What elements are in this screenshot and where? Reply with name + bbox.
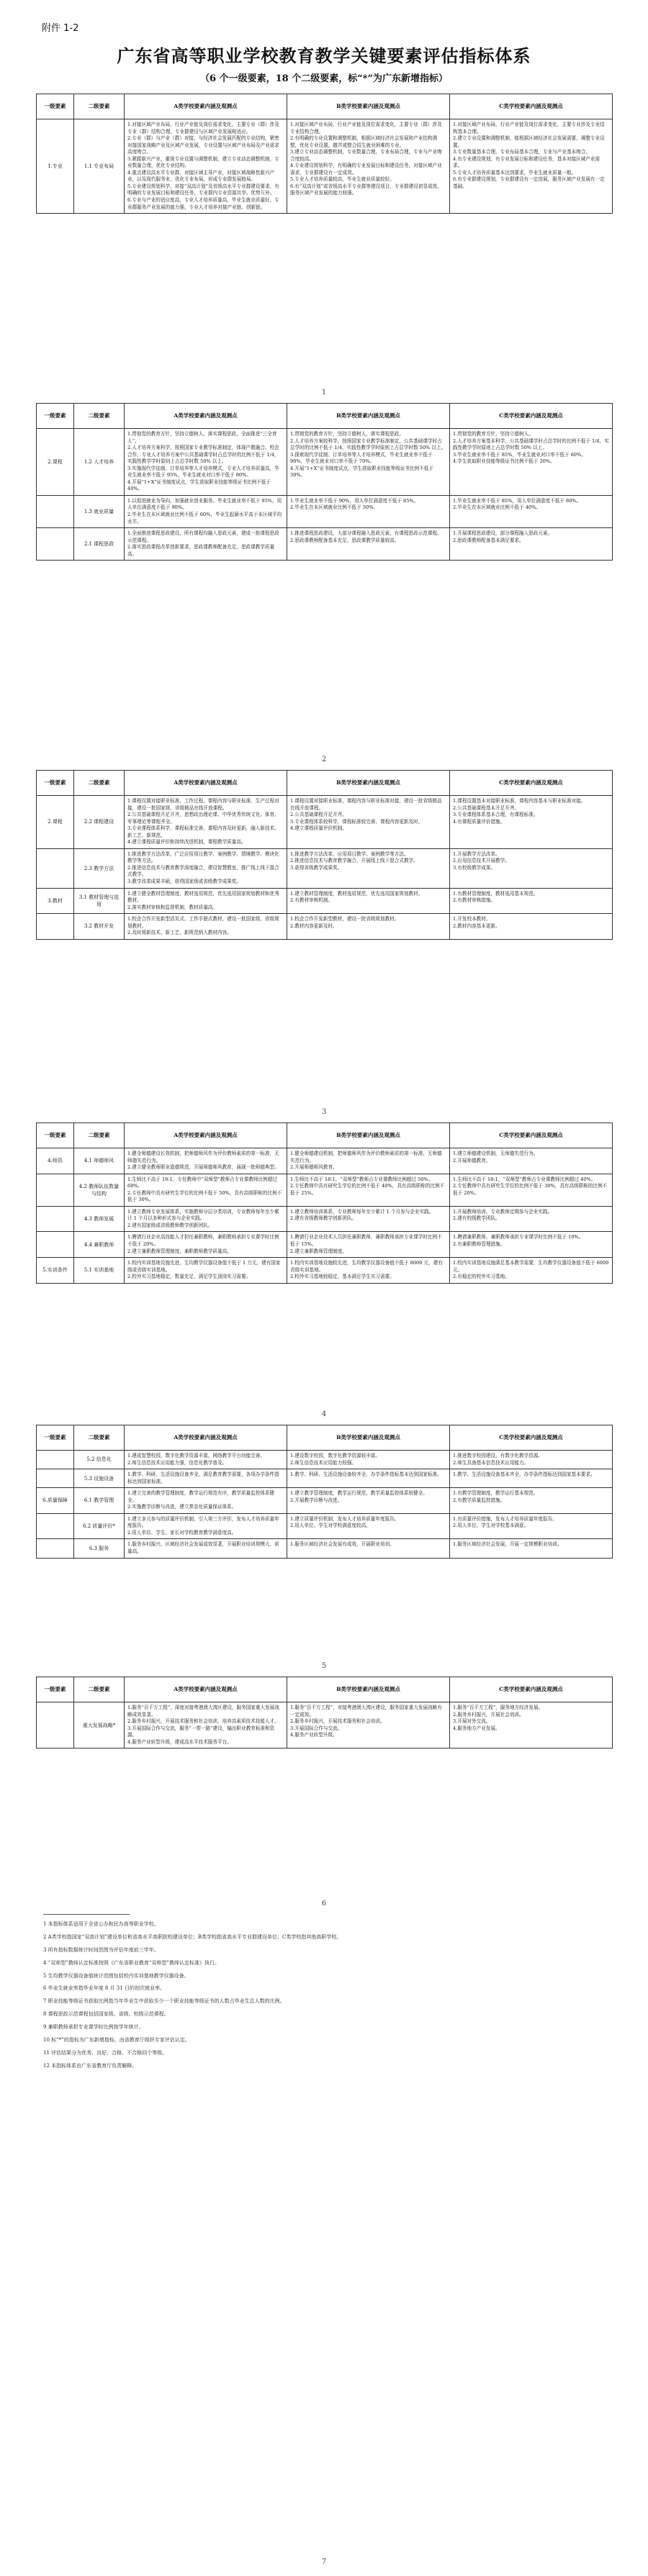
footnote: 10 标“*”的指标为广东新增指标，由省教育厅组织专家评估认定。 — [43, 2037, 190, 2044]
criteria-c: 1.开发校本教材。 2.教材内容基本更新。 — [450, 914, 613, 940]
level2-element: 1.2 人才培养 — [74, 429, 125, 496]
criteria-a: 1.建立完善的教学管理制度，教学运行规范有序，教学质量监控体系健全。 2.实施教学诊断与改进，建立常态化质量保证体系。 — [125, 1488, 287, 1514]
criteria-c: 1.毕业生就业率不低于 85%，用人单位满意度不低于 80%。 2.毕业生在本区域就业比例不低于 40%。 — [450, 495, 613, 527]
table-header-row — [37, 1677, 613, 1702]
header-c: C类学校要素内涵及观测点 — [450, 1425, 613, 1451]
header-b: B类学校要素内涵及观测点 — [287, 1677, 450, 1702]
level2-element: 1.3 就业质量 — [74, 495, 125, 527]
criteria-c: 1.校内实训基地设施满足基本教学需要，生均教学仪器设备值不低于 6000 元。 2.有稳定的校外实习基地。 — [450, 1258, 613, 1284]
footnote: 5 生均教学仪器设备值统计范围包括校内实训基地教学仪器设备。 — [43, 1972, 189, 1979]
criteria-b: 1.校内实训基地设施较先进，生均教学仪器设备值不低于 8000 元，建有省级实训基地。 2.校外实习基地较稳定，基本满足学生实习需要。 — [287, 1258, 450, 1284]
table-page-6 — [36, 1677, 612, 1749]
header-b: B类学校要素内涵及观测点 — [287, 771, 450, 796]
header-l2: 二级要素 — [74, 94, 125, 119]
level2-element: 2.2 课程建设 — [74, 796, 125, 849]
criteria-b: 1.对接区域产业布局，行业产业链及岗位需求变化，主要专业（群）涉及专业结构合理。 2.有明确的专业设置和调整机制，根据区域经济社会发展和产业结构调整，优化专业设置，撤并或整合招生就业困难的专业。 3.建立专业动态调整机制，专业数量合理，专业布局合理，专业与产业吻合度较高。 4.专业建设规划科学，有明确的专业发展目标和建设任务，对接区域产业需求，专业群建设有一定成效。 5.专业人才培养质量较高，毕业生就业质量较好。 6.有“双高计划”或省级高水平专业群等建设项目，专业群建设初显成效，服务区域产业发展的能力较强。 — [287, 119, 450, 214]
criteria-a: 1.贯彻党的教育方针，坚持立德树人，落实课程思政，全面推进“三全育人”。 2.人才培养方案科学，按照国家专业教学标准制定，体现产教融合、校企合作，专业人才培养方案中公共基础课学时占总学时的比例不低于 1/4，实践性教学学时原则上占总学时数 50% 以上。 3.实施现代学徒制、订单培养等人才培养模式，专业人才培养质量高，毕业生就业率不低于 95%，毕业生就业对口率不低于 80%。 4.开展“1+X”证书制度试点，学生获取职业技能等级证书比例不低于 40%。 — [125, 429, 287, 496]
table-row — [37, 796, 613, 849]
level1-element: 2.课程 — [37, 796, 74, 849]
level1-element — [37, 1451, 74, 1469]
criteria-b: 1.建立教师培训体系，专业教师每年至少累计 1 个月参与企业实践。 2.建有省级教师教学创新团队。 — [287, 1206, 450, 1232]
criteria-b: 1.贯彻党的教育方针，坚持立德树人，落实课程思政。 2.人才培养方案较科学，按照国家专业教学标准制定，公共基础课学时占总学时的比例不低于 1/4，实践性教学学时原则上占总学时数 50% 以上。 3.探索现代学徒制、订单培养等人才培养模式，毕业生就业率不低于 90%，毕业生就业对口率不低于 70%。 4.开展“1+X”证书制度试点，学生获取职业技能等级证书比例不低于 30%。 — [287, 429, 450, 496]
criteria-c: 1.贯彻党的教育方针，坚持立德树人。 2.人才培养方案基本科学，公共基础课学时占总学时的比例不低于 1/4，实践性教学学时原则上占总学时数 50% 以上。 3.毕业生就业率不低于 85%，毕业生就业对口率不低于 60%。 4.学生获取职业技能等级证书比例不低于 20%。 — [450, 429, 613, 496]
header-l1: 一级要素 — [37, 94, 74, 119]
criteria-a: 1.生师比不高于 18:1，专任教师中“双师型”教师占专业课教师比例超过 60%。 2.专任教师中具有研究生学位的比例不低于 50%，具有高级职称的比例不低于 30%。 — [125, 1174, 287, 1206]
criteria-a: 1.以促进就业为导向，加强就业创业服务。毕业生就业率不低于 95%，用人单位满意度不低于 90%。 2.毕业生在本区域就业比例不低于 60%，毕业生起薪水平高于本区域平均水平。 — [125, 495, 287, 527]
page-number: 7 — [321, 2558, 327, 2566]
criteria-c: 1.有教学管理制度，教学运行基本规范。 2.有教学质量监控措施。 — [450, 1488, 613, 1514]
table-row — [37, 1206, 613, 1232]
criteria-c: 1.开展课程思政建设，部分课程融入思政元素。 2.思政课教师配备基本满足要求。 — [450, 528, 613, 561]
header-b: B类学校要素内涵及观测点 — [287, 1123, 450, 1148]
page-number: 1 — [321, 389, 327, 396]
table-row — [37, 1702, 613, 1749]
criteria-c: 1.有质量评价措施，发布人才培养质量年度报告。 2.用人单位、学生对学校基本满意。 — [450, 1513, 613, 1539]
level2-element: 重大发展战略* — [74, 1702, 125, 1749]
attachment-label: 附件 1-2 — [42, 23, 79, 34]
level2-element: 4.3 教师发展 — [74, 1206, 125, 1232]
level2-element: 6.1 教学管理 — [74, 1488, 125, 1514]
header-l1: 一级要素 — [37, 771, 74, 796]
header-c: C类学校要素内涵及观测点 — [450, 1123, 613, 1148]
level1-element — [37, 1206, 74, 1232]
criteria-c: 1.聘请兼职教师，兼职教师承担专业课学时比例不低于 10%。 2.有兼职教师管理措施。 — [450, 1232, 613, 1258]
header-l1: 一级要素 — [37, 1677, 74, 1702]
criteria-c: 1.课程设置基本对接职业标准，课程内容基本与职业标准对接。 2.公共基础课程基本开足开齐。 3.专业课程体系基本合理，有课程标准。 4.有课程质量评价措施。 — [450, 796, 613, 849]
table-row — [37, 1148, 613, 1174]
level2-element: 3.1 教材管理与选用 — [74, 888, 125, 914]
footnote: 1 本指标体系适用于全省公办和民办高等职业学校。 — [43, 1921, 159, 1927]
standards-table — [36, 1123, 613, 1284]
level1-element — [37, 495, 74, 527]
criteria-a: 1.服务乡村振兴、区域经济社会发展成效显著，开展职业培训规模大、质量高。 — [125, 1539, 287, 1558]
level1-element: 3.教材 — [37, 888, 74, 914]
footnote: 3 所有指标数据统计时间范围为评估年度前三学年。 — [43, 1946, 159, 1953]
header-a: A类学校要素内涵及观测点 — [125, 404, 287, 429]
table-row — [37, 1513, 613, 1539]
footnote: 9 兼职教师承担专业课学时比例按学年统计。 — [43, 2024, 144, 2031]
table-row — [37, 888, 613, 914]
criteria-b: 1.校企合作开发新型教材，建设一批省级规划教材。 2.教材内容更新及时。 — [287, 914, 450, 940]
table-page-1 — [36, 94, 612, 214]
criteria-c: 1.有教材管理制度，教材选用基本规范。 2.有教材审核措施。 — [450, 888, 613, 914]
header-l2: 二级要素 — [74, 771, 125, 796]
footnote: 8 课程思政示范课程包括国家级、省级、校级示范课程。 — [43, 2011, 169, 2018]
table-row — [37, 528, 613, 561]
level1-element: 2.课程 — [37, 429, 74, 496]
table-page-3 — [36, 770, 612, 940]
level2-element: 2.1 课程思政 — [74, 528, 125, 561]
level1-element — [37, 1513, 74, 1539]
header-l2: 二级要素 — [74, 1677, 125, 1702]
header-c: C类学校要素内涵及观测点 — [450, 771, 613, 796]
criteria-c: 1.开展教师培训，专业教师定期参与企业实践。 2.建有校级教学团队。 — [450, 1206, 613, 1232]
page-number: 2 — [321, 756, 327, 763]
header-l1: 一级要素 — [37, 1123, 74, 1148]
table-row — [37, 1539, 613, 1558]
level2-element: 5.3 设施设备 — [74, 1469, 125, 1488]
level2-element: 4.1 师德师风 — [74, 1148, 125, 1174]
footnote-rule — [43, 1914, 130, 1915]
level1-element — [37, 1469, 74, 1488]
standards-table — [36, 94, 613, 214]
criteria-c: 1.生师比不高于 18:1，“双师型”教师占专业课教师比例超过 40%。 2.专任教师中具有研究生学位的比例不低于 30%，具有高级职称的比例不低于 20%。 — [450, 1174, 613, 1206]
standards-table — [36, 770, 613, 940]
document-title: 广东省高等职业学校教育教学关键要素评估指标体系 — [117, 45, 531, 66]
page-number: 5 — [321, 1662, 327, 1670]
level1-element — [37, 848, 74, 888]
footnote: 4 “双师型”教师认定标准按照《广东省职业教育“双师型”教师认定标准》执行。 — [43, 1959, 220, 1966]
table-row — [37, 1174, 613, 1206]
criteria-b: 1.服务区域经济社会发展有成效，开展职业培训。 — [287, 1539, 450, 1558]
criteria-c: 1.服务“百千万工程”，服务地方经济发展。 2.服务乡村振兴，开展社会培训。 3.开展对外交流。 4.服务地方产业发展。 — [450, 1702, 613, 1749]
criteria-a: 1.全面推进课程思政建设，所有课程均融入思政元素，建成一批课程思政示范课程。 2.落实思政课程改革创新要求，思政课教师配备充足，思政课教学质量高。 — [125, 528, 287, 561]
page-number: 4 — [321, 1410, 327, 1418]
level1-element — [37, 1539, 74, 1558]
level2-element: 3.2 教材开发 — [74, 914, 125, 940]
header-a: A类学校要素内涵及观测点 — [125, 94, 287, 119]
level1-element — [37, 1232, 74, 1258]
header-c: C类学校要素内涵及观测点 — [450, 1677, 613, 1702]
criteria-a: 1.校内实训基地设施先进，生均教学仪器设备值不低于 1 万元，建有国家级或省级实训基地。 2.校外实习基地稳定，数量充足，满足学生顶岗实习需要。 — [125, 1258, 287, 1284]
criteria-b: 1.推进教学方法改革，应用项目教学、案例教学等方法。 2.推进信息技术与教育教学融合，开展线上线下混合式教学。 3.获得省级教学成果奖。 — [287, 848, 450, 888]
level1-element — [37, 1702, 74, 1749]
criteria-c: 1.教学、生活设施设备基本齐全，办学条件指标达到国家基本要求。 — [450, 1469, 613, 1488]
header-l1: 一级要素 — [37, 404, 74, 429]
level1-element: 1.专业 — [37, 119, 74, 214]
criteria-b: 1.建立质量评价机制，发布人才培养质量年度报告。 2.用人单位、学生对学校满意度较高。 — [287, 1513, 450, 1539]
criteria-b: 1.推进课程思政建设，大部分课程融入思政元素，有课程思政示范课程。 2.思政课教师配备基本充足，思政课教学质量较高。 — [287, 528, 450, 561]
criteria-b: 1.课程设置对接职业标准，课程内容与职业标准对接，建设一批省级精品在线开放课程。 2.公共基础课程开足开齐。 3.专业课程体系较科学，课程标准较完善，课程内容更新及时。 4.建立课程质量评价机制。 — [287, 796, 450, 849]
header-l2: 二级要素 — [74, 1123, 125, 1148]
table-header-row — [37, 1425, 613, 1451]
table-row — [37, 1258, 613, 1284]
table-page-4 — [36, 1123, 612, 1284]
criteria-a: 1.建立健全教材管理制度，教材选用规范，优先选用国家规划教材和优秀教材。 2.落实教材审核和监督机制，教材质量高。 — [125, 888, 287, 914]
criteria-a: 1.校企合作开发新型活页式、工作手册式教材，建设一批国家级、省级规划教材。 2.及时将新技术、新工艺、新规范纳入教材内容。 — [125, 914, 287, 940]
header-c: C类学校要素内涵及观测点 — [450, 404, 613, 429]
standards-table — [36, 1677, 613, 1749]
criteria-a: 1.建立教师专业发展体系，实施教师分层分类培训，专业教师每年至少累计 1 个月以多种形式参与企业实践。 2.建有国家级或省级教师教学创新团队。 — [125, 1206, 287, 1232]
table-row — [37, 1469, 613, 1488]
header-a: A类学校要素内涵及观测点 — [125, 1677, 287, 1702]
table-row — [37, 848, 613, 888]
criteria-a: 1.推进教学方法改革，广泛应用项目教学、案例教学、情境教学、模块化教学等方法。 2.推进信息技术与教育教学深度融合，建设智慧教室，推广线上线下混合式教学。 3.教学改革成果丰硕，获得国家级或省级教学成果奖。 — [125, 848, 287, 888]
header-b: B类学校要素内涵及观测点 — [287, 404, 450, 429]
criteria-c: 1.建立师德建设机制，无师德失范行为。 2.开展师德教育。 — [450, 1148, 613, 1174]
level2-element: 6.3 服务 — [74, 1539, 125, 1558]
level1-element: 5.实训条件 — [37, 1258, 74, 1284]
criteria-c: 1.开展教学方法改革。 2.应用信息技术开展教学。 3.有校级教学成果。 — [450, 848, 613, 888]
level2-element: 5.1 实训基地 — [74, 1258, 125, 1284]
level1-element — [37, 914, 74, 940]
criteria-b: 1.健全师德建设机制，把师德师风作为评价教师素质的第一标准，无师德失范行为。 2.开展师德师风教育。 — [287, 1148, 450, 1174]
criteria-a: 1.建成智慧校园，数字化教学资源丰富，网络教学平台功能完善。 2.师生信息技术应用能力强，信息化教学普及。 — [125, 1451, 287, 1469]
footnote: 12 本指标体系由广东省教育厅负责解释。 — [43, 2062, 138, 2069]
criteria-c: 1.推进数字校园建设，有数字化教学资源。 2.师生具备基本信息技术应用能力。 — [450, 1451, 613, 1469]
table-row — [37, 1488, 613, 1514]
document-subtitle: （6 个一级要素，18 个二级要素，标“*”为广东新增指标） — [200, 73, 448, 84]
criteria-a: 1.健全师德建设长效机制，把师德师风作为评价教师素质的第一标准，无师德失范行为。 2.建立健全教师职业道德规范，开展师德师风教育，涌现一批师德典型。 — [125, 1148, 287, 1174]
table-header-row — [37, 404, 613, 429]
header-c: C类学校要素内涵及观测点 — [450, 94, 613, 119]
header-a: A类学校要素内涵及观测点 — [125, 771, 287, 796]
header-a: A类学校要素内涵及观测点 — [125, 1425, 287, 1451]
table-row — [37, 1232, 613, 1258]
level2-element: 6.2 质量评价* — [74, 1513, 125, 1539]
level2-element: 2.3 教学方法 — [74, 848, 125, 888]
level1-element: 6.质量保障 — [37, 1488, 74, 1514]
criteria-a: 1.课程设置对接职业标准、工作过程，课程内容与职业标准、生产过程对接，建设一批国家级、省级精品在线开放课程。 2.公共基础课程开足开齐，思想政治理论课、中华优秀传统文化、体育、军事理论等课程齐全。 3.专业课程体系科学，课程标准完善，课程内容及时更新，融入新技术、新工艺、新规范。 4.建立课程质量评价和持续改进机制，课程教学质量高。 — [125, 796, 287, 849]
header-a: A类学校要素内涵及观测点 — [125, 1123, 287, 1148]
criteria-a: 1.聘请行业企业高技能人才担任兼职教师，兼职教师承担专业课学时比例不低于 20%。 2.建立兼职教师管理制度，兼职教师教学质量高。 — [125, 1232, 287, 1258]
level1-element: 4.师资 — [37, 1148, 74, 1174]
criteria-a: 1.建立多元参与的质量评价机制，引入第三方评价，发布人才培养质量年度报告。 2.用人单位、学生、家长对学校教育教学满意度高。 — [125, 1513, 287, 1539]
criteria-a: 1.对接区域产业布局，行业产业链及岗位需求变化，主要专业（群）涉及专业（群）结构合理，专业群建设与区域产业发展相适应。 2.专业（群）与产业（群）对接，与经济社会发展匹配的专业结构，紧密对接国家战略产业及区域产业发展，专业设置与区域产业布局及产业需求高度吻合。 3.紧跟新兴产业，重视专业设置与调整机制，建立专业动态调整机制，专业数量合理，优化专业结构。 4.重点建设高水平专业群，对接区域主导产业，对接区域战略性新兴产业，以及现代服务业，优化专业布局，形成专业群发展格局。 5.专业建设规划科学，对接“双高计划”及省级高水平专业群建设要求，有明确的专业发展目标和建设任务，专业群内专业资源共享、优势互补。 6.专业与产业的适应度高，专业人才培养质量高，毕业生就业质量好，专业群服务产业发展的能力强，专业人才培养对接产业链、创新链。 — [125, 119, 287, 214]
criteria-b: 1.服务“百千万工程”，对接粤港澳大湾区建设，服务国家重大发展战略有一定成效。 2.服务乡村振兴，开展技术服务和社会培训。 3.开展国际合作与交流。 4.服务产业转型升级。 — [287, 1702, 450, 1749]
standards-table — [36, 1425, 613, 1559]
criteria-b: 1.建立教学管理制度，教学运行规范，教学质量监控体系较健全。 2.开展教学诊断与改进。 — [287, 1488, 450, 1514]
footnote: 11 评估结果分为优秀、良好、合格、不合格四个等级。 — [43, 2049, 168, 2056]
table-row — [37, 495, 613, 527]
criteria-b: 1.聘请行业企业技术人员担任兼职教师，兼职教师承担专业课学时比例不低于 15%。 2.建立兼职教师管理制度。 — [287, 1232, 450, 1258]
level2-element: 4.2 教师队伍数量与结构 — [74, 1174, 125, 1206]
standards-table — [36, 403, 613, 561]
level2-element: 4.4 兼职教师 — [74, 1232, 125, 1258]
level2-element: 1.1 专业布局 — [74, 119, 125, 214]
footnote: 7 职业技能等级证书获取比例指当年毕业生中获取至少一个职业技能等级证书的人数占毕业生总人数的比例。 — [43, 1998, 285, 2005]
level1-element — [37, 1174, 74, 1206]
table-row — [37, 429, 613, 496]
criteria-b: 1.建设数字校园，数字化教学资源较丰富。 2.师生信息技术应用能力较强。 — [287, 1451, 450, 1469]
criteria-c: 1.对接区域产业布局，行业产业链及岗位需求变化，主要专业涉及专业结构基本合理。 2.建立专业设置和调整机制，能根据区域经济社会发展需要，调整专业设置。 3.专业数量基本合理，专业布局基本合理，专业与产业基本吻合。 4.有专业建设规划，有专业发展目标和建设任务，基本对接区域产业需求。 5.专业人才培养质量基本达到要求，毕业生就业质量一般。 6.有专业群建设规划，专业群建设有一定进展，服务区域产业发展有一定基础。 — [450, 119, 613, 214]
header-l2: 二级要素 — [74, 404, 125, 429]
criteria-b: 1.建立教材管理制度，教材选用规范，优先选用国家规划教材。 2.有教材审核机制。 — [287, 888, 450, 914]
table-header-row — [37, 94, 613, 119]
level2-element: 5.2 信息化 — [74, 1451, 125, 1469]
table-page-2 — [36, 403, 612, 561]
table-page-5 — [36, 1425, 612, 1559]
criteria-b: 1.毕业生就业率不低于 90%，用人单位满意度不低于 85%。 2.毕业生在本区域就业比例不低于 50%。 — [287, 495, 450, 527]
page-number: 6 — [321, 1900, 327, 1908]
criteria-b: 1.生师比不高于 18:1，“双师型”教师占专业课教师比例超过 50%。 2.专任教师中具有研究生学位的比例不低于 40%，具有高级职称的比例不低于 25%。 — [287, 1174, 450, 1206]
table-row — [37, 119, 613, 214]
footnotes — [43, 1914, 605, 2075]
header-l1: 一级要素 — [37, 1425, 74, 1451]
table-header-row — [37, 1123, 613, 1148]
footnote: 6 毕业生就业率指毕业年度 8 月 31 日的初次就业率。 — [43, 1985, 165, 1992]
table-row — [37, 1451, 613, 1469]
table-header-row — [37, 771, 613, 796]
footnote: 2 A类学校指国家“双高计划”建设单位和省高水平高职院校建设单位；B类学校指省高水平专业群建设单位；C类学校指其他高职学校。 — [43, 1933, 342, 1940]
header-b: B类学校要素内涵及观测点 — [287, 1425, 450, 1451]
criteria-b: 1.教学、科研、生活设施设备较齐全，办学条件指标基本达到国家标准。 — [287, 1469, 450, 1488]
level1-element — [37, 528, 74, 561]
criteria-c: 1.服务区域经济社会发展，开展一定规模职业培训。 — [450, 1539, 613, 1558]
table-row — [37, 914, 613, 940]
header-b: B类学校要素内涵及观测点 — [287, 94, 450, 119]
header-l2: 二级要素 — [74, 1425, 125, 1451]
page-number: 3 — [321, 1108, 327, 1116]
criteria-a: 1.教学、科研、生活设施设备齐全，满足教育教学需要，各项办学条件指标达到国家标准。 — [125, 1469, 287, 1488]
criteria-a: 1.服务“百千万工程”，深度对接粤港澳大湾区建设，服务国家重大发展战略成效显著。 2.服务乡村振兴，开展技术服务和社会培训，培养高素质技术技能人才。 3.开展国际合作与交流，服务“一带一路”建设，输出职业教育标准和资源。 4.服务产业转型升级，建成高水平技术服务平台。 — [125, 1702, 287, 1749]
